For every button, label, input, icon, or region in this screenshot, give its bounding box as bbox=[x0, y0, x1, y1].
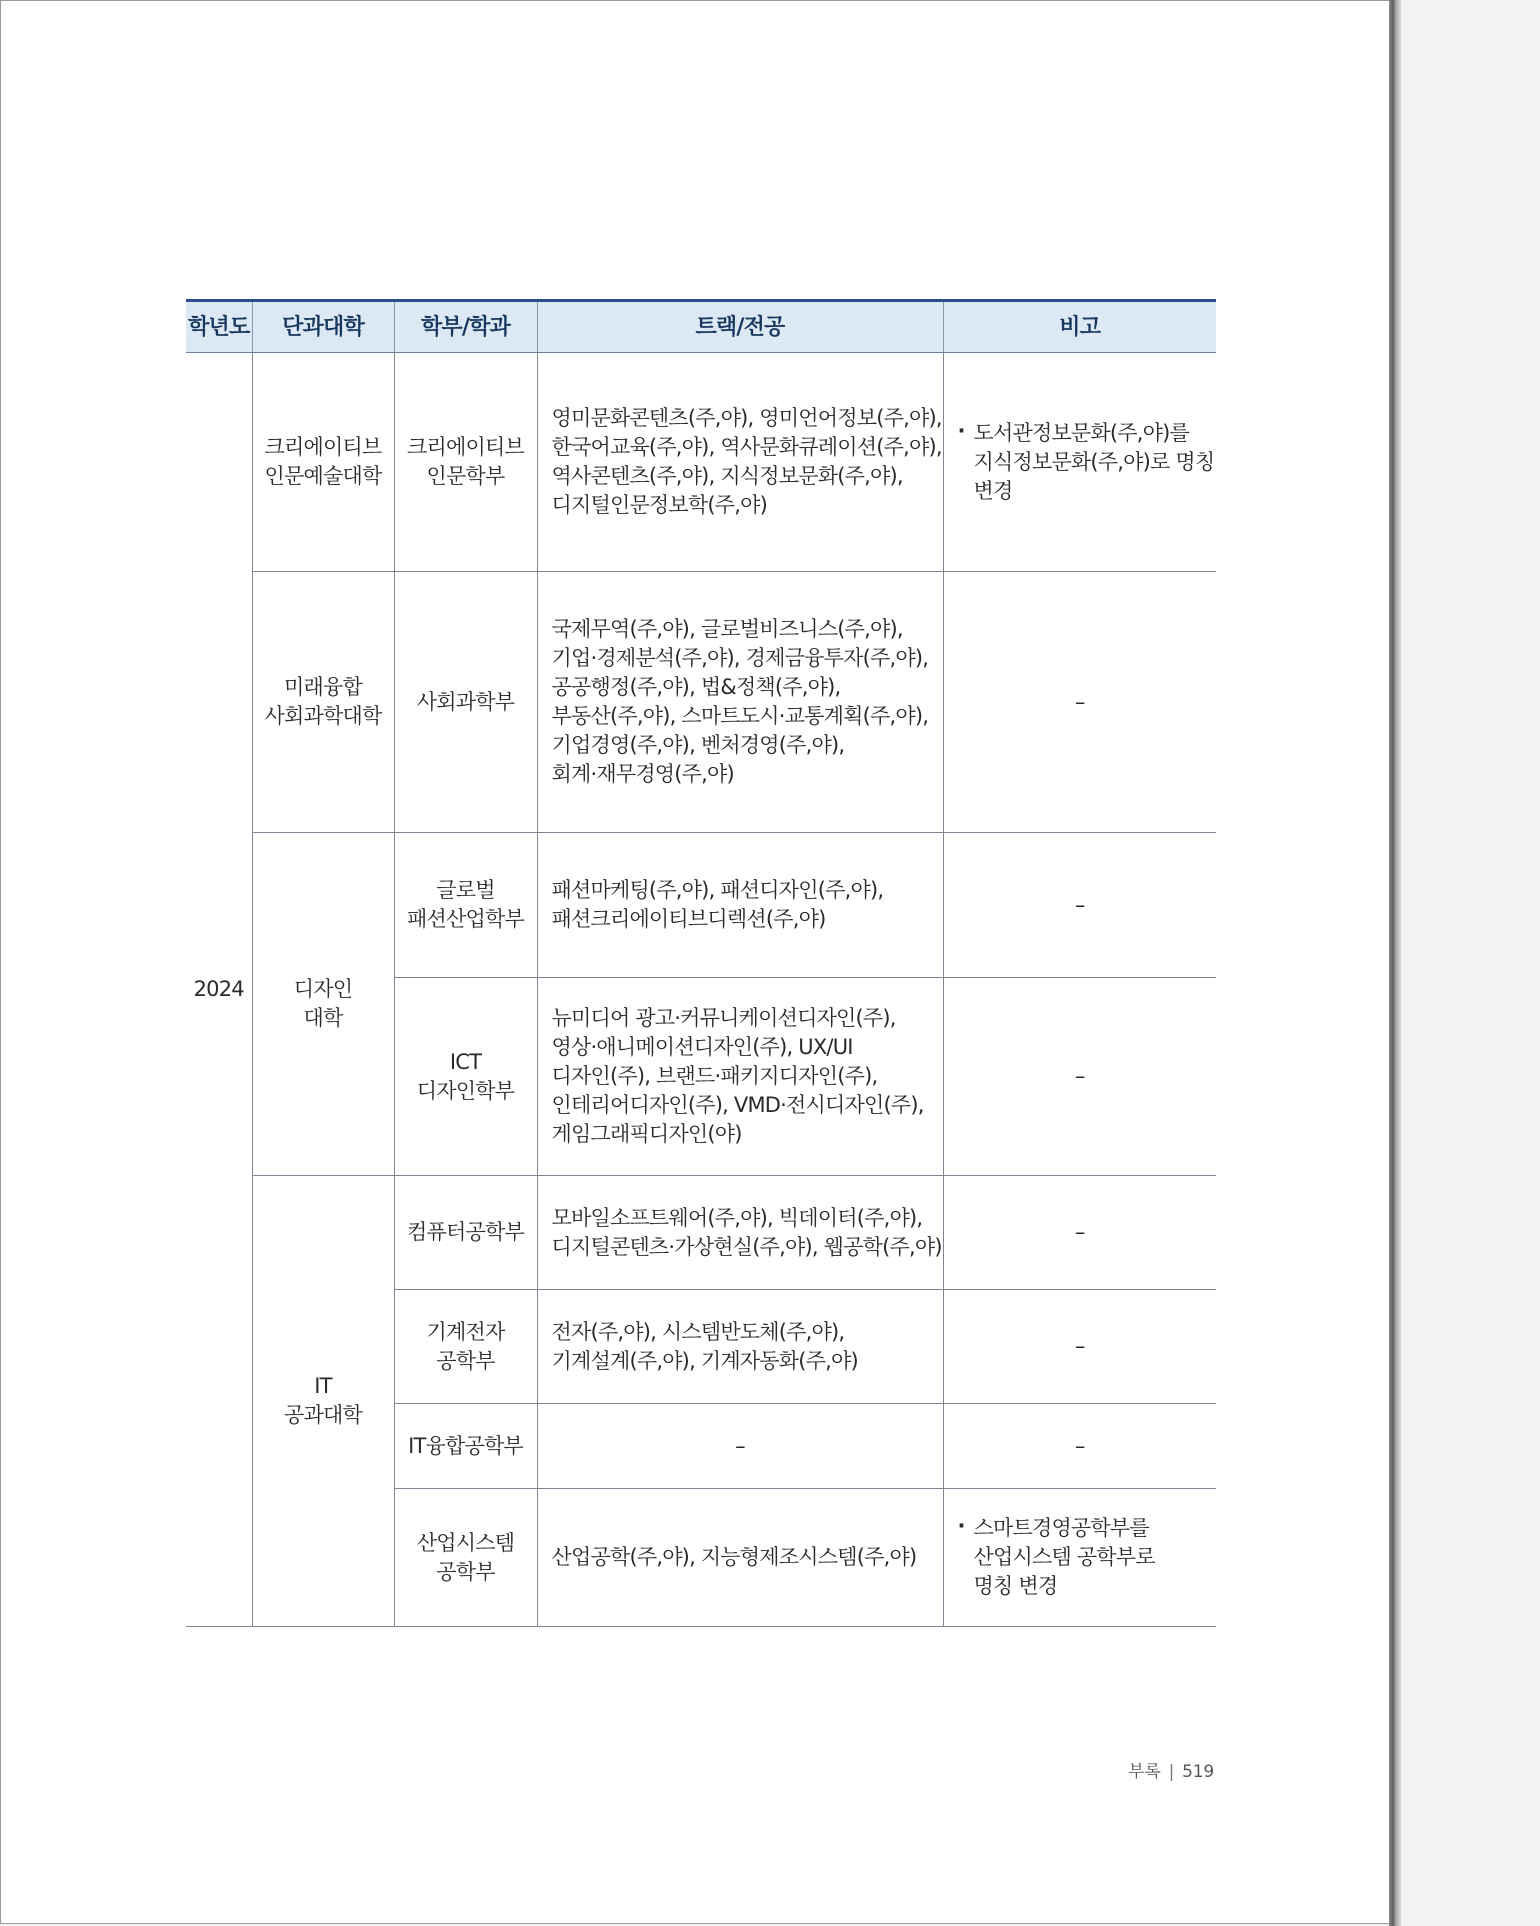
note-cell: – bbox=[943, 1290, 1216, 1404]
track-cell bbox=[537, 353, 943, 572]
label-line: 대학 bbox=[303, 1006, 343, 1030]
track-cell: – bbox=[537, 1404, 943, 1489]
track-cell bbox=[537, 833, 943, 978]
track-line: 디자인(주), 브랜드·패키지디자인(주), bbox=[551, 1064, 878, 1088]
note-cell: – bbox=[943, 1404, 1216, 1489]
note-line: · 스마트경영공학부를 bbox=[973, 1516, 1149, 1540]
track-line: 게임그래픽디자인(야) bbox=[551, 1122, 742, 1146]
track-line: 영미문화콘텐츠(주,야), 영미언어정보(주,야), bbox=[551, 406, 942, 430]
track-major-table bbox=[186, 299, 1216, 1627]
label-line: IT융합공학부 bbox=[408, 1433, 523, 1458]
track-line: 디지털인문정보학(주,야) bbox=[551, 493, 768, 517]
label-line: 패션산업학부 bbox=[407, 907, 524, 931]
label-line: 공학부 bbox=[436, 1559, 495, 1584]
track-line: 영상·애니메이션디자인(주), UX/UI bbox=[551, 1035, 853, 1059]
note-cell bbox=[943, 1489, 1216, 1627]
track-line: 인테리어디자인(주), VMD·전시디자인(주), bbox=[551, 1093, 924, 1117]
track-line: 패션크리에이티브디렉션(주,야) bbox=[551, 907, 826, 931]
track-line: 회계·재무경영(주,야) bbox=[551, 762, 734, 786]
note-item bbox=[958, 419, 1215, 506]
track-line: 산업공학(주,야), 지능형제조시스템(주,야) bbox=[551, 1545, 917, 1569]
label-line: 공학부 bbox=[436, 1348, 495, 1373]
track-line: 기계설계(주,야), 기계자동화(주,야) bbox=[551, 1348, 858, 1373]
track-line: 전자(주,야), 시스템반도체(주,야), bbox=[551, 1319, 845, 1344]
label-line: 인문예술대학 bbox=[264, 464, 382, 488]
track-cell bbox=[537, 1489, 943, 1627]
table-row bbox=[186, 353, 1216, 572]
track-line: 패션마케팅(주,야), 패션디자인(주,야), bbox=[551, 878, 884, 902]
note-item bbox=[958, 1514, 1211, 1601]
department-cell bbox=[394, 1290, 537, 1404]
college-cell bbox=[252, 353, 394, 572]
note-line: 변경 bbox=[973, 478, 1013, 503]
track-cell bbox=[537, 1176, 943, 1290]
college-cell bbox=[252, 833, 394, 1176]
department-cell bbox=[394, 1489, 537, 1627]
track-line: 뉴미디어 광고·커뮤니케이션디자인(주), bbox=[551, 1006, 896, 1030]
label-line: ICT bbox=[449, 1049, 482, 1074]
track-line: 역사콘텐츠(주,야), 지식정보문화(주,야), bbox=[551, 464, 903, 488]
department-cell bbox=[394, 572, 537, 833]
label-line: 글로벌 bbox=[436, 878, 495, 902]
table-row bbox=[186, 833, 1216, 978]
track-line: 기업경영(주,야), 벤처경영(주,야), bbox=[551, 733, 845, 757]
label-line: 디자인 bbox=[293, 977, 353, 1001]
page-edge-shadow bbox=[1389, 0, 1401, 1926]
label-line: IT bbox=[314, 1374, 332, 1398]
track-line: 부동산(주,야), 스마트도시·교통계획(주,야), bbox=[551, 704, 929, 728]
track-line: 디지털콘텐츠·가상현실(주,야), 웹공학(주,야) bbox=[551, 1234, 942, 1259]
label-line: 디자인학부 bbox=[416, 1078, 515, 1103]
label-line: 공과대학 bbox=[284, 1403, 362, 1427]
note-cell: – bbox=[943, 572, 1216, 833]
label-line: 사회과학대학 bbox=[264, 704, 382, 728]
track-line: 한국어교육(주,야), 역사문화큐레이션(주,야), bbox=[551, 435, 942, 459]
track-cell bbox=[537, 1290, 943, 1404]
label-line: 컴퓨터공학부 bbox=[407, 1220, 524, 1244]
track-line: 모바일소프트웨어(주,야), 빅데이터(주,야), bbox=[551, 1205, 923, 1230]
note-line: 명칭 변경 bbox=[973, 1574, 1058, 1598]
department-cell bbox=[394, 353, 537, 572]
label-line: 미래융합 bbox=[284, 675, 362, 699]
track-cell bbox=[537, 978, 943, 1176]
header-track: 트랙/전공 bbox=[537, 301, 943, 353]
label-line: 크리에이티브 bbox=[407, 435, 524, 459]
header-college: 단과대학 bbox=[252, 301, 394, 353]
track-cell bbox=[537, 572, 943, 833]
department-cell bbox=[394, 833, 537, 978]
header-department: 학부/학과 bbox=[394, 301, 537, 353]
label-line: 크리에이티브 bbox=[264, 435, 382, 459]
college-cell bbox=[252, 572, 394, 833]
label-line: 사회과학부 bbox=[416, 689, 515, 714]
header-year: 학년도 bbox=[186, 301, 252, 353]
note-line: · 도서관정보문화(주,야)를 bbox=[973, 420, 1190, 445]
label-line: 기계전자 bbox=[426, 1319, 505, 1344]
table-header-row bbox=[186, 301, 1216, 353]
department-cell bbox=[394, 1176, 537, 1290]
note-cell: – bbox=[943, 833, 1216, 978]
footer-section-label: 부록 bbox=[1128, 1762, 1161, 1782]
college-cell bbox=[252, 1176, 394, 1627]
note-cell bbox=[943, 353, 1216, 572]
track-line: 국제무역(주,야), 글로벌비즈니스(주,야), bbox=[551, 617, 903, 641]
note-cell: – bbox=[943, 978, 1216, 1176]
footer-separator: | bbox=[1168, 1762, 1175, 1782]
department-cell bbox=[394, 978, 537, 1176]
year-cell: 2024 bbox=[186, 353, 252, 1627]
header-note: 비고 bbox=[943, 301, 1216, 353]
note-line: 지식정보문화(주,야)로 명칭 bbox=[973, 449, 1215, 474]
track-line: 기업·경제분석(주,야), 경제금융투자(주,야), bbox=[551, 646, 929, 670]
page-number: 519 bbox=[1182, 1762, 1214, 1782]
note-line: 산업시스템 공학부로 bbox=[973, 1545, 1155, 1569]
label-line: 인문학부 bbox=[426, 464, 505, 488]
label-line: 산업시스템 bbox=[416, 1530, 515, 1555]
page-footer bbox=[1128, 1757, 1214, 1782]
department-cell bbox=[394, 1404, 537, 1489]
note-cell: – bbox=[943, 1176, 1216, 1290]
track-line: 공공행정(주,야), 법&정책(주,야), bbox=[551, 675, 841, 699]
table-row bbox=[186, 1176, 1216, 1290]
table-row bbox=[186, 572, 1216, 833]
